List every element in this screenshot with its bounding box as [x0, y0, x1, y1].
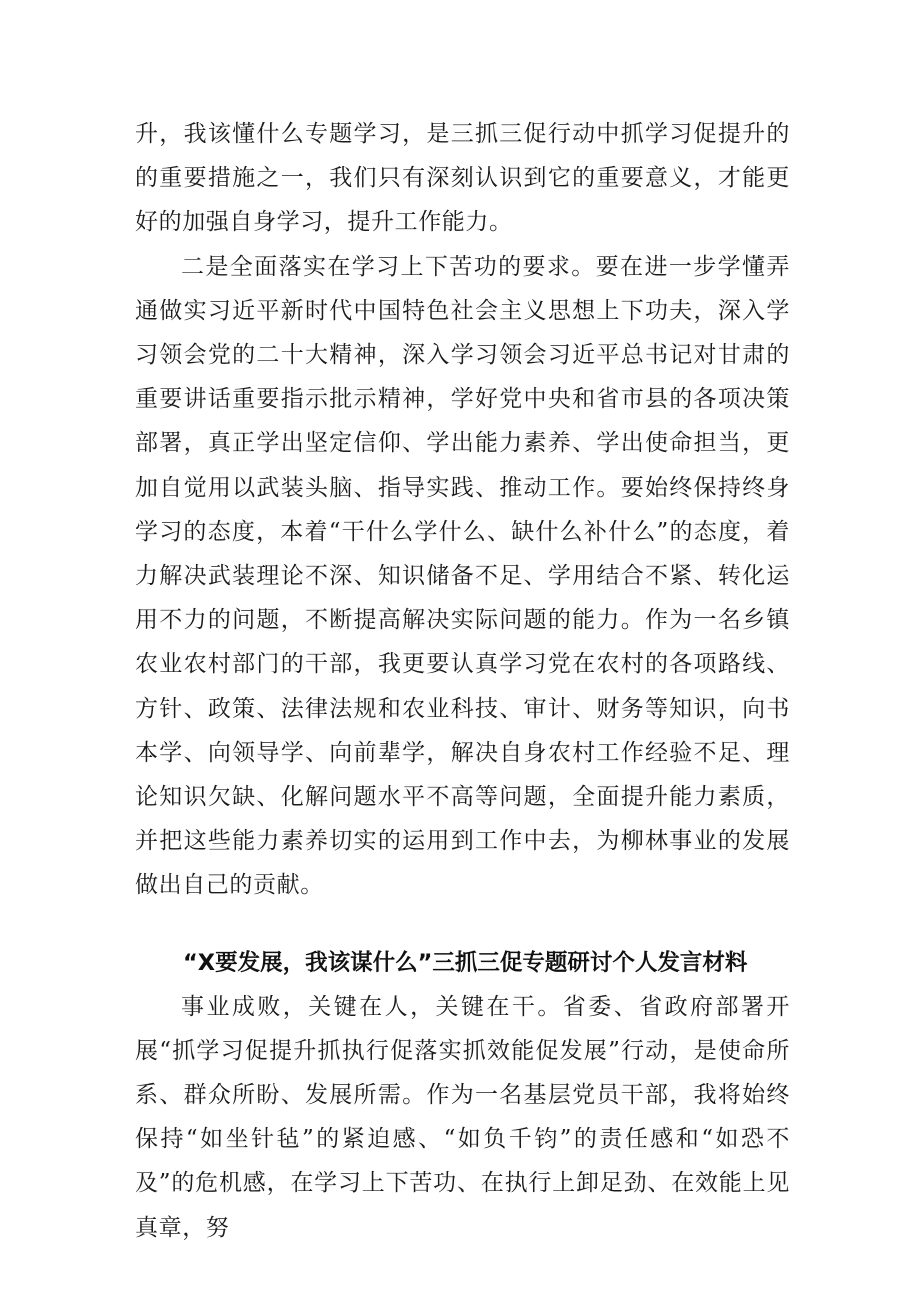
paragraph-point-two: 二是全面落实在学习上下苦功的要求。要在进一步学懂弄通做实习近平新时代中国特色社会主义思想上下功夫，深入学习领会党的二十大精神，深入学习领会习近平总书记对甘肃的重要讲话重要指示批示精神，学好党中央和省市县的各项决策部署，真正学出坚定信仰、学出能力素养、学出使命担当，更加自觉用以武装头脑、指导实践、推动工作。要始终保持终身学习的态度，本着“干什么学什么、缺什么补什么”的态度，着力解决武装理论不深、知识储备不足、学用结合不紧、转化运用不力的问题，不断提高解决实际问题的能力。作为一名乡镇农业农村部门的干部，我更要认真学习党在农村的各项路线、方针、政策、法律法规和农业科技、审计、财务等知识，向书本学、向领导学、向前辈学，解决自身农村工作经验不足、理论知识欠缺、化解问题水平不高等问题，全面提升能力素质，并把这些能力素养切实的运用到工作中去，为柳林事业的发展做出自己的贡献。: [135, 253, 790, 899]
document-body: [135, 112, 790, 1250]
paragraph-continuation: 升，我该懂什么专题学习，是三抓三促行动中抓学习促提升的的重要措施之一，我们只有深刻认识到它的重要意义，才能更好的加强自身学习，提升工作能力。: [135, 121, 790, 236]
paragraph-intro: 事业成败，关键在人，关键在干。省委、省政府部署开展“抓学习促提升抓执行促落实抓效能促发展”行动，是使命所系、群众所盼、发展所需。作为一名基层党员干部，我将始终保持“如坐针毡”的紧迫感、“如负千钧”的责任感和“如恐不及”的危机感，在学习上下苦功、在执行上卸足劲、在效能上见真章，努: [135, 993, 790, 1241]
section-title: “X要发展，我该谋什么”三抓三促专题研讨个人发言材料: [183, 949, 748, 976]
